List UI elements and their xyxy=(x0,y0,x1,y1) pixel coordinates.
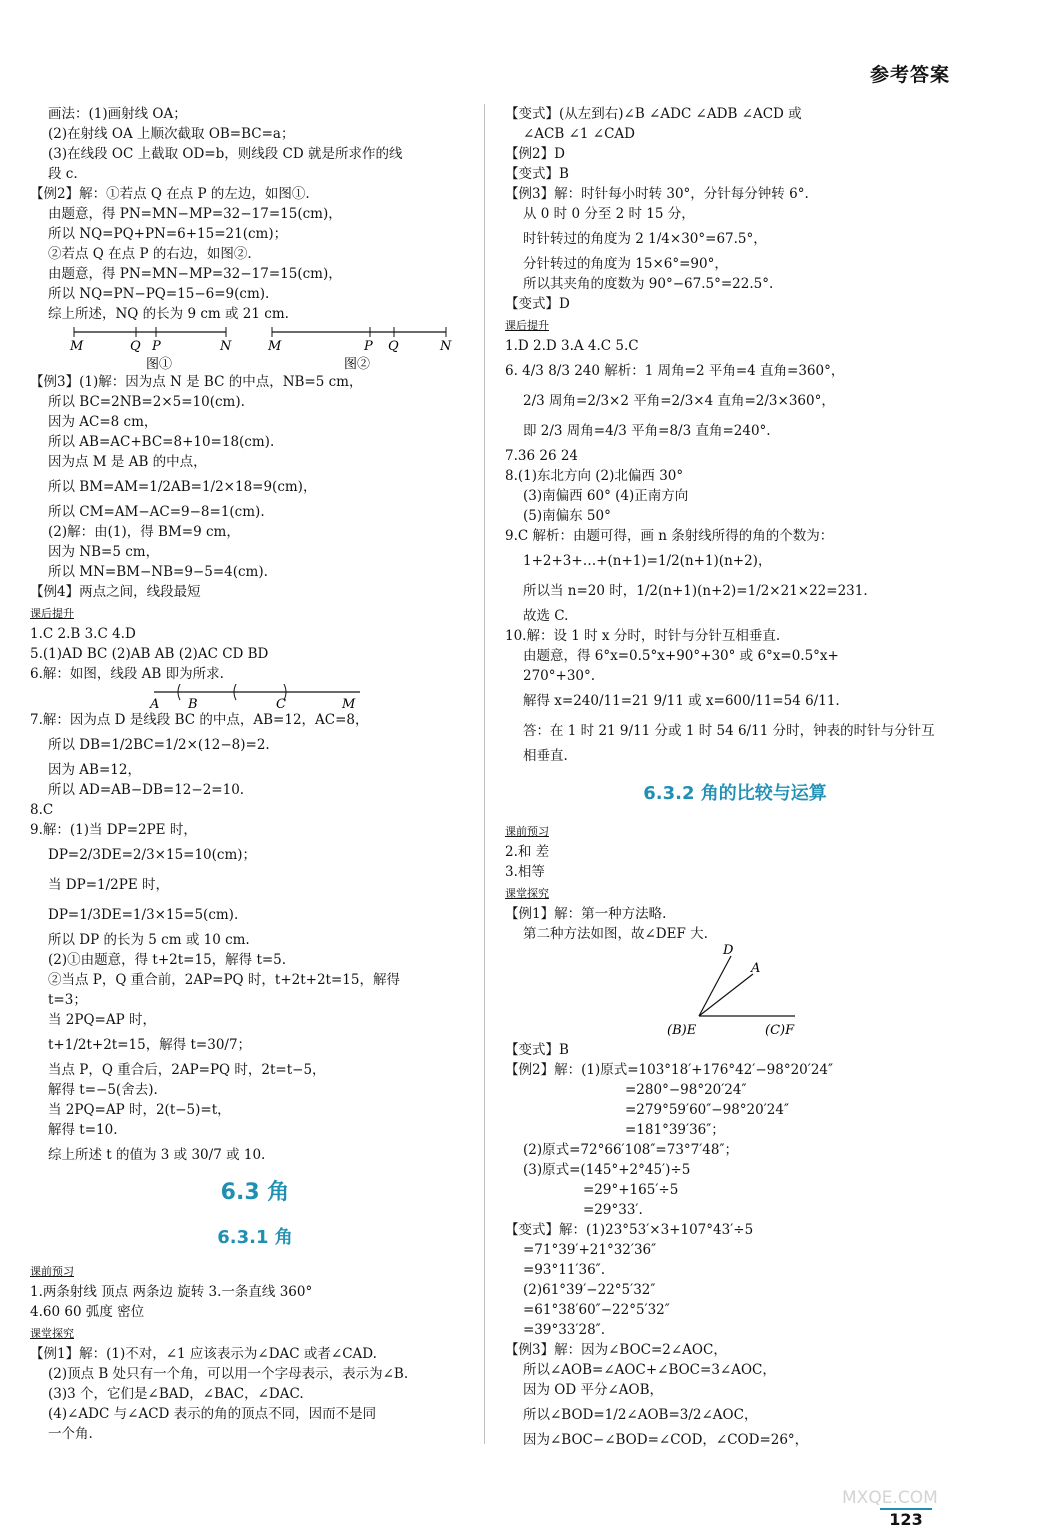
text-line: 从 0 时 0 分至 2 时 15 分， xyxy=(523,206,695,222)
construction-figure xyxy=(30,684,480,710)
text-line: 1+2+3+…+(n+1)=1/2(n+1)(n+2)， xyxy=(523,553,772,569)
text-line: 答：在 1 时 21 9/11 分或 1 时 54 6/11 分时，钟表的时针与分针互 xyxy=(523,723,935,739)
text-line: 所以 AD=AB−DB=12−2=10. xyxy=(48,782,245,798)
section-title: 6.3 角 xyxy=(220,1180,290,1205)
text-line: 分针转过的角度为 15×6°=90°， xyxy=(523,256,728,272)
text-line: 2.和 差 xyxy=(505,844,550,860)
text-line: =181°39′36″； xyxy=(625,1122,725,1138)
text-line: 【变式】解：(1)23°53′×3+107°43′÷5 xyxy=(505,1222,754,1238)
watermark: MXQE.COM xyxy=(842,1488,938,1508)
text-line: 【例3】(1)解：因为点 N 是 BC 的中点，NB=5 cm， xyxy=(30,374,363,390)
figure-caption: 图① xyxy=(146,357,173,372)
text-line: 1.两条射线 顶点 两条边 旋转 3.一条直线 360° xyxy=(30,1284,313,1300)
text-line: 9.C 解析：由题可得，画 n 条射线所得的角的个数为： xyxy=(505,528,834,544)
text-line: 当点 P，Q 重合后，2AP=PQ 时，2t=t−5， xyxy=(48,1062,326,1078)
text-line: 所以∠BOD=1/2∠AOB=3/2∠AOC， xyxy=(523,1407,758,1423)
text-line: 9.解：(1)当 DP=2PE 时， xyxy=(30,822,197,838)
text-line: (3)3 个，它们是∠BAD，∠BAC，∠DAC. xyxy=(48,1386,304,1402)
ray-EA xyxy=(699,974,753,1016)
text-line: 8.C xyxy=(30,802,54,818)
text-line: =29°33′. xyxy=(583,1202,643,1218)
text-line: 段 c. xyxy=(48,166,78,182)
text-line: 所以 AB=AC+BC=8+10=18(cm). xyxy=(48,434,275,450)
text-line: 1.C 2.B 3.C 4.D xyxy=(30,626,136,642)
text-line: =93°11′36″. xyxy=(523,1262,605,1278)
text-line: 【变式】D xyxy=(505,296,570,312)
text-line: =39°33′28″. xyxy=(523,1322,605,1338)
text-line: 7.解：因为点 D 是线段 BC 的中点，AB=12，AC=8， xyxy=(30,712,369,728)
text-line: 解得 x=240/11=21 9/11 或 x=600/11=54 6/11. xyxy=(523,693,840,709)
text-line: 【例2】解：①若点 Q 在点 P 的左边，如图①. xyxy=(30,186,310,202)
text-line: =29°+165′÷5 xyxy=(583,1182,679,1198)
point-label: Q xyxy=(130,339,141,354)
text-line: (5)南偏东 50° xyxy=(523,508,611,524)
text-line: 【例1】解：(1)不对，∠1 应该表示为∠DAC 或者∠CAD. xyxy=(30,1346,377,1362)
text-line: 由题意，得 PN=MN−MP=32−17=15(cm)， xyxy=(48,266,342,282)
text-line: 当 2PQ=AP 时，2(t−5)=t， xyxy=(48,1102,231,1118)
point-label: N xyxy=(440,339,452,354)
text-line: 由题意，得 6°x=0.5°x+90°+30° 或 6°x=0.5°x+ xyxy=(523,648,839,664)
column-divider xyxy=(484,104,485,1444)
text-line: =71°39′+21°32′36″ xyxy=(523,1242,657,1258)
subsection-label: 课前预习 xyxy=(30,1265,74,1278)
text-line: (2)61°39′−22°5′32″ xyxy=(523,1282,656,1298)
text-line: 因为点 M 是 AB 的中点， xyxy=(48,454,207,470)
construction-figure-svg xyxy=(30,684,470,710)
text-line: 【例2】解：(1)原式=103°18′+176°42′−98°20′24″ xyxy=(505,1062,834,1078)
figure-caption: 图② xyxy=(344,357,371,372)
point-label: M xyxy=(70,339,84,354)
text-line: 【变式】B xyxy=(505,166,569,182)
page-number: 123 xyxy=(880,1508,932,1529)
page-header: 参考答案 xyxy=(869,64,950,86)
segment-figure-svg xyxy=(30,324,470,372)
subsection-label: 课堂探究 xyxy=(505,887,549,900)
text-line: 【例4】两点之间，线段最短 xyxy=(30,584,201,600)
text-line: 所以 DP 的长为 5 cm 或 10 cm. xyxy=(48,932,250,948)
text-line: 所以 BM=AM=1/2AB=1/2×18=9(cm)， xyxy=(48,479,317,495)
point-label: C xyxy=(276,697,286,710)
text-line: (2)顶点 B 处只有一个角，可以用一个字母表示，表示为∠B. xyxy=(48,1366,409,1382)
text-line: 【例3】解：时针每小时转 30°，分针每分钟转 6°. xyxy=(505,186,809,202)
point-label: (B)E xyxy=(667,1023,697,1038)
point-label: D xyxy=(723,944,734,958)
text-line: 一个角. xyxy=(48,1426,93,1442)
text-line: 2/3 周角=2/3×2 平角=2/3×4 直角=2/3×360°， xyxy=(523,393,835,409)
text-line: t=3； xyxy=(48,992,87,1008)
text-line: ②若点 Q 在点 P 的右边，如图②. xyxy=(48,246,252,262)
text-line: 当 DP=1/2PE 时， xyxy=(48,877,169,893)
point-label: (C)F xyxy=(765,1023,795,1038)
point-label: P xyxy=(364,339,373,354)
text-line: 综上所述，NQ 的长为 9 cm 或 21 cm. xyxy=(48,306,289,322)
text-line: 6. 4/3 8/3 240 解析：1 周角=2 平角=4 直角=360°， xyxy=(505,363,845,379)
text-line: ∠ACB ∠1 ∠CAD xyxy=(523,126,636,142)
text-line: =279°59′60″−98°20′24″ xyxy=(625,1102,789,1118)
left-column xyxy=(30,104,480,1444)
text-line: 8.(1)东北方向 (2)北偏西 30° xyxy=(505,468,684,484)
point-label: M xyxy=(342,697,356,710)
right-column xyxy=(505,104,965,1450)
text-line: 270°+30°. xyxy=(523,668,596,684)
text-line: (2)在射线 OA 上顺次截取 OB=BC=a； xyxy=(48,126,295,142)
text-line: 所以其夹角的度数为 90°−67.5°=22.5°. xyxy=(523,276,774,292)
subsection-label: 课堂探究 xyxy=(30,1327,74,1340)
text-line: 时针转过的角度为 2 1/4×30°=67.5°， xyxy=(523,231,767,247)
subsection-title: 6.3.2 角的比较与运算 xyxy=(643,783,827,804)
text-line: 由题意，得 PN=MN−MP=32−17=15(cm)， xyxy=(48,206,342,222)
text-line: (2)①由题意，得 t+2t=15，解得 t=5. xyxy=(48,952,287,968)
text-line: DP=1/3DE=1/3×15=5(cm). xyxy=(48,907,239,923)
text-line: 所以 MN=BM−NB=9−5=4(cm). xyxy=(48,564,268,580)
text-line: DP=2/3DE=2/3×15=10(cm)； xyxy=(48,847,257,863)
text-line: (4)∠ADC 与∠ACD 表示的角的顶点不同，因而不是同 xyxy=(48,1406,377,1422)
text-line: ②当点 P，Q 重合前，2AP=PQ 时，t+2t+2t=15，解得 xyxy=(48,972,400,988)
point-label: Q xyxy=(388,339,399,354)
text-line: 所以 DB=1/2BC=1/2×(12−8)=2. xyxy=(48,737,270,753)
subsection-title: 6.3.1 角 xyxy=(217,1227,293,1248)
text-line: 所以 BC=2NB=2×5=10(cm). xyxy=(48,394,245,410)
text-line: 解得 t=10. xyxy=(48,1122,118,1138)
text-line: 3.相等 xyxy=(505,864,545,880)
text-line: t+1/2t+2t=15，解得 t=30/7； xyxy=(48,1037,252,1053)
text-line: 解得 t=−5(舍去). xyxy=(48,1082,158,1098)
text-line: 所以 NQ=PN−PQ=15−6=9(cm). xyxy=(48,286,270,302)
segment-figures xyxy=(30,324,480,372)
text-line: 相垂直. xyxy=(523,748,568,764)
subsection-label: 课前预习 xyxy=(505,825,549,838)
text-line: 所以∠AOB=∠AOC+∠BOC=3∠AOC， xyxy=(523,1362,776,1378)
point-label: A xyxy=(751,961,761,976)
text-line: 因为 AB=12， xyxy=(48,762,141,778)
text-line: (3)原式=(145°+2°45′)÷5 xyxy=(523,1162,691,1178)
text-line: 10.解：设 1 时 x 分时，时针与分针互相垂直. xyxy=(505,628,781,644)
text-line: 因为∠BOC−∠BOD=∠COD，∠COD=26°， xyxy=(523,1432,809,1448)
text-line: 当 2PQ=AP 时， xyxy=(48,1012,156,1028)
text-line: 故选 C. xyxy=(523,608,569,624)
text-line: 因为 OD 平分∠AOB， xyxy=(523,1382,664,1398)
point-label: M xyxy=(268,339,282,354)
text-line: 【例2】D xyxy=(505,146,565,162)
text-line: 【变式】B xyxy=(505,1042,569,1058)
angle-figure xyxy=(505,944,965,1040)
point-label: B xyxy=(188,697,198,710)
text-line: 所以 NQ=PQ+PN=6+15=21(cm)； xyxy=(48,226,288,242)
text-line: 6.解：如图，线段 AB 即为所求. xyxy=(30,666,224,682)
text-line: (3)南偏西 60° (4)正南方向 xyxy=(523,488,689,504)
point-label: P xyxy=(152,339,161,354)
text-line: 【例3】解：因为∠BOC=2∠AOC， xyxy=(505,1342,727,1358)
text-line: 所以当 n=20 时，1/2(n+1)(n+2)=1/2×21×22=231. xyxy=(523,583,868,599)
text-line: 4.60 60 弧度 密位 xyxy=(30,1304,145,1320)
text-line: 第二种方法如图，故∠DEF 大. xyxy=(523,926,708,942)
ray-ED xyxy=(699,956,731,1016)
text-line: 即 2/3 周角=4/3 平角=8/3 直角=240°. xyxy=(523,423,771,439)
point-label: N xyxy=(220,339,232,354)
text-line: =280°−98°20′24″ xyxy=(625,1082,747,1098)
text-line: 画法：(1)画射线 OA； xyxy=(48,106,187,122)
text-line: 7.36 26 24 xyxy=(505,448,578,464)
text-line: 因为 AC=8 cm， xyxy=(48,414,158,430)
angle-figure-svg xyxy=(505,944,965,1040)
text-line: (3)在线段 OC 上截取 OD=b，则线段 CD 就是所求作的线 xyxy=(48,146,403,162)
text-line: 【变式】(从左到右)∠B ∠ADC ∠ADB ∠ACD 或 xyxy=(505,106,802,122)
text-line: 所以 CM=AM−AC=9−8=1(cm). xyxy=(48,504,265,520)
subsection-label: 课后提升 xyxy=(30,607,74,620)
text-line: (2)解：由(1)，得 BM=9 cm， xyxy=(48,524,240,540)
text-line: 综上所述 t 的值为 3 或 30/7 或 10. xyxy=(48,1147,266,1163)
text-line: 1.D 2.D 3.A 4.C 5.C xyxy=(505,338,639,354)
text-line: =61°38′60″−22°5′32″ xyxy=(523,1302,670,1318)
text-line: 5.(1)AD BC (2)AB AB (2)AC CD BD xyxy=(30,646,269,662)
text-line: (2)原式=72°66′108″=73°7′48″； xyxy=(523,1142,739,1158)
point-label: A xyxy=(150,697,160,710)
text-line: 【例1】解：第一种方法略. xyxy=(505,906,667,922)
text-line: 因为 NB=5 cm， xyxy=(48,544,160,560)
subsection-label: 课后提升 xyxy=(505,319,549,332)
